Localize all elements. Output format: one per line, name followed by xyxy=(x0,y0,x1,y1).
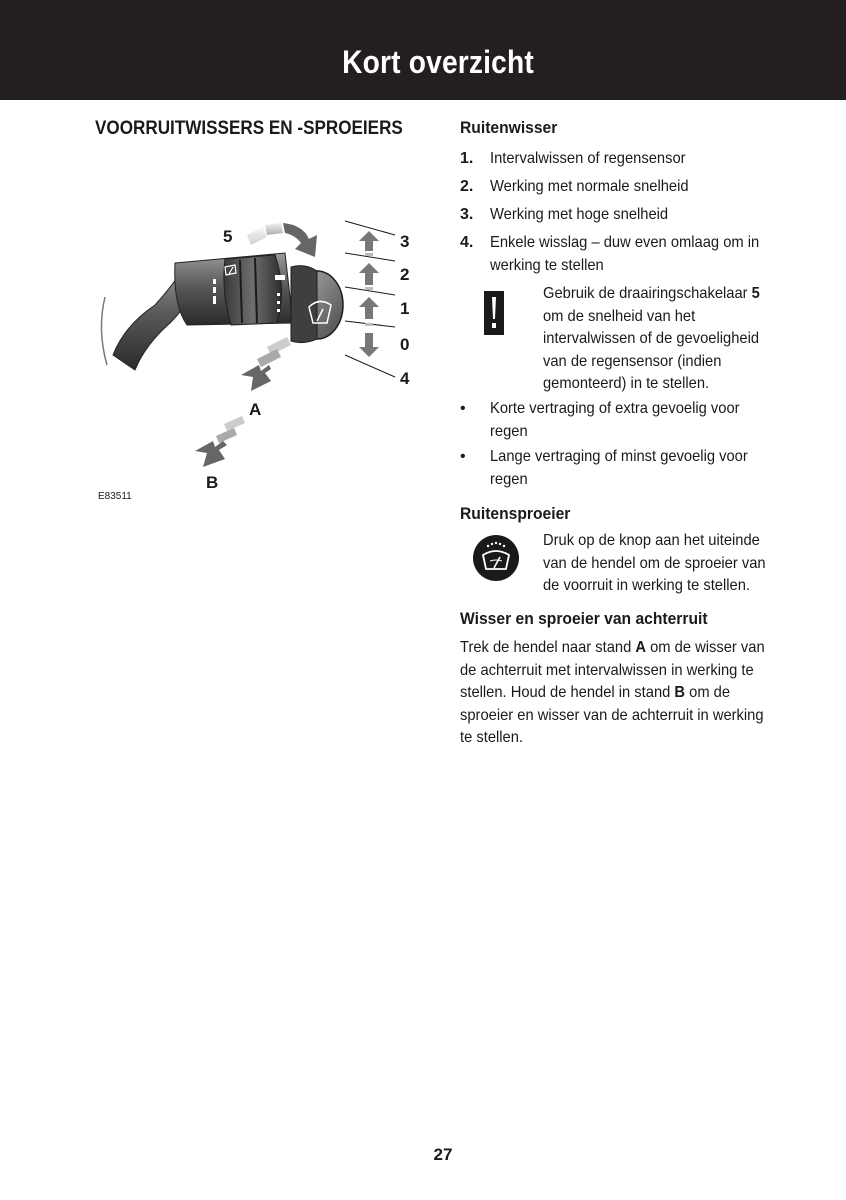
pull-arrow-b xyxy=(195,416,245,467)
bullet-text: regen xyxy=(490,470,528,488)
list-item-text: Werking met hoge snelheid xyxy=(490,206,669,223)
warning-icon xyxy=(484,291,504,335)
section-title: VOORRUITWISSERS EN -SPROEIERS xyxy=(95,118,403,139)
figure-code: E83511 xyxy=(98,491,132,502)
interval-marks xyxy=(213,279,216,304)
rear-text-part: stellen. Houd de hendel in stand xyxy=(460,684,675,701)
rear-heading-wrap xyxy=(460,609,790,629)
bullet-text: Korte vertraging of extra gevoelig voor xyxy=(490,400,740,417)
note-text: Gebruik de draairingschakelaar xyxy=(543,285,752,302)
column-shroud xyxy=(101,297,107,365)
wiper-stalk-illustration xyxy=(95,205,435,505)
bullet-dot: • xyxy=(460,448,466,465)
washer-text-line: Druk op de knop aan het uiteinde xyxy=(543,532,760,549)
list-item xyxy=(460,148,800,171)
list-item-number: 2. xyxy=(460,178,474,195)
washer-text xyxy=(543,530,803,598)
rear-bold-ref: B xyxy=(674,684,686,701)
list-item-text: Enkele wisslag – duw even omlaag om in xyxy=(490,234,760,251)
rear-heading: Wisser en sproeier van achterruit xyxy=(460,609,708,628)
list-item-number: 4. xyxy=(460,234,474,251)
wiper-heading-wrap xyxy=(460,118,790,138)
page-number: 27 xyxy=(433,1145,453,1164)
note-bold-ref: 5 xyxy=(751,285,760,302)
wiper-positions-list xyxy=(460,148,800,277)
bullet-item xyxy=(460,398,800,443)
header-title: Kort overzicht xyxy=(342,44,534,80)
bullet-text: regen xyxy=(490,422,528,440)
page-header xyxy=(0,0,846,100)
label-0: 0 xyxy=(400,335,410,354)
rotate-arrow-5 xyxy=(247,223,317,257)
note-text: gemonteerd) in te stellen. xyxy=(543,375,710,392)
wiper-note xyxy=(543,283,803,396)
pull-arrow-a xyxy=(241,337,291,391)
list-item-number: 3. xyxy=(460,206,474,223)
label-b: B xyxy=(206,473,219,492)
rear-text-line: de achterruit met intervalwissen in werking te xyxy=(460,661,754,679)
rear-text-line: te stellen. xyxy=(460,729,524,746)
label-4: 4 xyxy=(400,369,410,388)
note-text: intervalwissen of de gevoeligheid xyxy=(543,330,760,347)
list-item-number: 1. xyxy=(460,150,474,167)
rear-bold-ref: A xyxy=(635,639,647,656)
label-a: A xyxy=(249,400,262,419)
washer-text-line: de voorruit in werking te stellen. xyxy=(543,577,750,594)
washer-heading-wrap xyxy=(460,504,790,524)
rear-text-line: sproeier en wisser van de achterruit in werking xyxy=(460,706,764,724)
bullet-dot: • xyxy=(460,400,466,417)
note-text: van de regensensor (indien xyxy=(543,352,722,370)
list-item-text: Intervalwissen of regensensor xyxy=(490,150,686,167)
rear-text-part: om de xyxy=(685,684,731,701)
list-item-text: werking te stellen xyxy=(490,256,604,274)
list-item xyxy=(460,232,800,277)
bullet-item xyxy=(460,446,800,491)
sensitivity-bullets xyxy=(460,398,800,494)
list-item-text: Werking met normale snelheid xyxy=(490,178,689,195)
rear-text-part: Trek de hendel naar stand xyxy=(460,639,636,656)
label-5: 5 xyxy=(223,227,233,246)
bullet-text: Lange vertraging of minst gevoelig voor xyxy=(490,448,748,465)
wiper-heading: Ruitenwisser xyxy=(460,118,558,137)
washer-text-line: van de hendel om de sproeier van xyxy=(543,554,766,572)
list-item xyxy=(460,204,800,227)
note-text: om de snelheid van het xyxy=(543,307,696,325)
windscreen-washer-icon xyxy=(473,535,519,581)
label-2: 2 xyxy=(400,265,410,284)
position-arrows xyxy=(345,221,395,377)
rear-text-part: om de wisser van xyxy=(646,639,765,656)
washer-heading: Ruitensproeier xyxy=(460,504,571,523)
list-item xyxy=(460,176,800,199)
rear-text xyxy=(460,637,800,750)
label-1: 1 xyxy=(400,299,410,318)
label-3: 3 xyxy=(400,232,410,251)
